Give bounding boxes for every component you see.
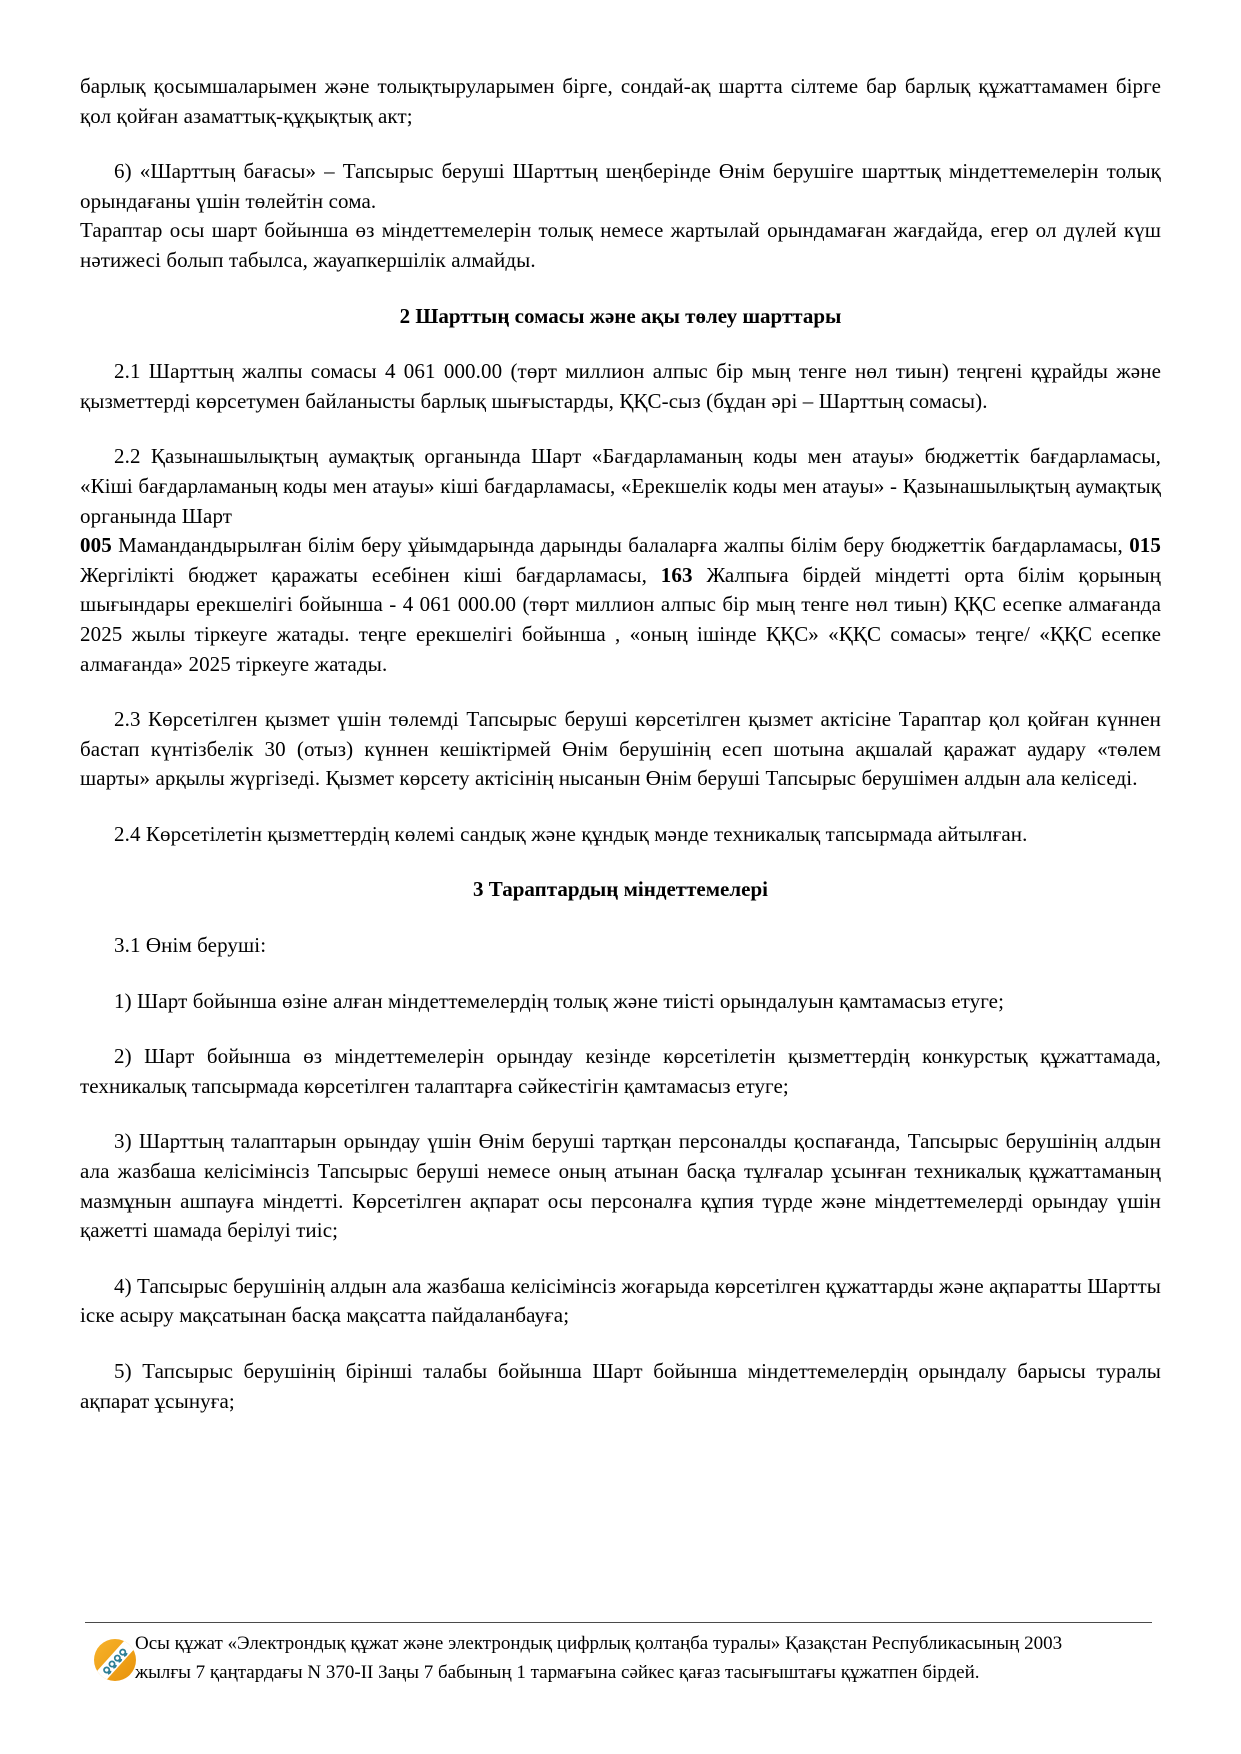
footer-divider bbox=[85, 1622, 1152, 1623]
text-run: Жергілікті бюджет қаражаты есебінен кіші бағдарламасы, bbox=[80, 562, 661, 587]
text-run: 1) Шарт бойынша өзіне алған міндеттемелердің толық және тиісті орындалуын қамтамасыз етуге; bbox=[114, 988, 1005, 1013]
paragraph bbox=[80, 1272, 1161, 1331]
section-heading bbox=[80, 875, 1161, 905]
text-run: 163 bbox=[660, 562, 693, 587]
text-run: 2) Шарт бойынша өз міндеттемелерін орындау кезінде көрсетілетін қызметтердің конкурстық құжаттамада, техникалық тапсырмада көрсетілген талаптарға сәйкестігін қамтамасыз етуге; bbox=[80, 1044, 1161, 1098]
text-run: барлық қосымшаларымен және толықтыруларымен бірге, сондай-ақ шартта сілтеме бар барлық құжаттамамен бірге қол қойған азаматтық-құқықтық акт; bbox=[80, 74, 1161, 128]
paragraph bbox=[80, 931, 1161, 961]
text-run: 2.4 Көрсетілетін қызметтердің көлемі сандық және құндық мәнде техникалық тапсырмада айтылған. bbox=[114, 821, 1028, 846]
text-run: 2 Шарттың сомасы және ақы төлеу шарттары bbox=[399, 303, 842, 328]
paragraph bbox=[80, 1357, 1161, 1416]
text-run: 2.1 Шарттың жалпы сомасы 4 061 000.00 (төрт миллион алпыс бір мың тенге нөл тиын) теңгені құрайды және қызметтерді көрсетумен байланысты барлық шығыстарды, ҚҚС-сыз (бұдан әрі – Шарттың сомасы). bbox=[80, 359, 1161, 413]
paragraph bbox=[80, 216, 1161, 275]
text-run: 005 bbox=[80, 533, 112, 558]
text-run: 2.3 Көрсетілген қызмет үшін төлемді Тапсырыс беруші көрсетілген қызмет актісіне Тараптар қол қойған күннен бастап күнтізбелік 30 (отыз) күннен кешіктірмей Өнім берушінің есеп шотына ақшалай қаражат аудару «төлем шарты» арқылы жүргізеді. Қызмет көрсету актісінің нысанын Өнім беруші Тапсырыс берушімен алдын ала келіседі. bbox=[80, 707, 1161, 791]
text-run: 6) «Шарттың бағасы» – Тапсырыс беруші Шарттың шеңберінде Өнім берушіге шарттық міндеттемелерін толық орындағаны үшін төлейтін сома. bbox=[80, 159, 1161, 213]
section-heading bbox=[80, 302, 1161, 332]
text-run: Тараптар осы шарт бойынша өз міндеттемелерін толық немесе жартылай орындамаған жағдайда, егер ол дүлей күш нәтижесі болып табылса, жауапкершілік алмайды. bbox=[80, 218, 1161, 272]
text-run: 5) Тапсырыс берушінің бірінші талабы бойынша Шарт бойынша міндеттемелердің орындалу барысы туралы ақпарат ұсынуға; bbox=[80, 1359, 1161, 1413]
paragraph bbox=[80, 357, 1161, 416]
paragraph bbox=[80, 442, 1161, 679]
text-run: 015 bbox=[1129, 533, 1161, 558]
text-run: 3.1 Өнім беруші: bbox=[114, 933, 267, 958]
paragraph bbox=[80, 987, 1161, 1017]
document-body bbox=[80, 72, 1161, 1442]
paragraph bbox=[80, 1042, 1161, 1101]
text-run: 4) Тапсырыс берушінің алдын ала жазбаша келісімінсіз жоғарыда көрсетілген құжаттарды және ақпаратты Шартты іске асыру мақсатынан басқа мақсатта пайдаланбауға; bbox=[80, 1273, 1161, 1328]
paragraph bbox=[80, 72, 1161, 131]
egov-signature-icon bbox=[92, 1637, 140, 1685]
text-run: Жалпыға бірдей міндетті орта білім қорының шығындары ерекшелігі бойынша - 4 061 000.00 (төрт миллион алпыс бір мың тенге нөл тиын) ҚҚС есепке алмағанда 2025 жылы тіркеуге жатады. теңге ерекшелігі бойынша , «оның ішінде ҚҚС» «ҚҚС сомасы» теңге/ «ҚҚС есепке алмағанда» 2025 тіркеуге жатады. bbox=[80, 562, 1161, 676]
text-run: 3 Тараптардың міндеттемелері bbox=[473, 877, 768, 902]
paragraph bbox=[80, 820, 1161, 850]
text-run: 2.2 Қазынашылықтың аумақтық органында Шарт «Бағдарламаның коды мен атауы» бюджеттік бағдарламасы, «Кіші бағдарламаның коды мен атауы» кіші бағдарламасы, «Ерекшелік коды мен атауы» - Қазынашылықтың аумақтық органында Шарт bbox=[80, 444, 1161, 528]
paragraph bbox=[80, 157, 1161, 216]
paragraph bbox=[80, 1127, 1161, 1245]
text-run: 3) Шарттың талаптарын орындау үшін Өнім беруші тартқан персоналды қоспағанда, Тапсырыс берушінің алдын ала жазбаша келісімінсіз Тапсырыс беруші немесе оның атынан басқа тұлғалар ұсынған техникалық құжаттаманың мазмұнын ашпауға міндетті. Көрсетілген ақпарат осы персоналға құпия түрде және міндеттемелерді орындау үшін қажетті шамада берілуі тиіс; bbox=[80, 1129, 1161, 1243]
text-run: Мамандандырылған білім беру ұйымдарында дарынды балаларға жалпы білім беру бюджеттік бағдарламасы, bbox=[111, 533, 1130, 558]
footer-note: Осы құжат «Электрондық құжат және электрондық цифрлық қолтаңба туралы» Қазақстан Республикасының 2003 жылғы 7 қаңтардағы N 370-II Заңы 7 бабының 1 тармағына сәйкес қағаз тасығыштағы құжатпен бірдей. bbox=[135, 1633, 1063, 1683]
paragraph bbox=[80, 705, 1161, 794]
